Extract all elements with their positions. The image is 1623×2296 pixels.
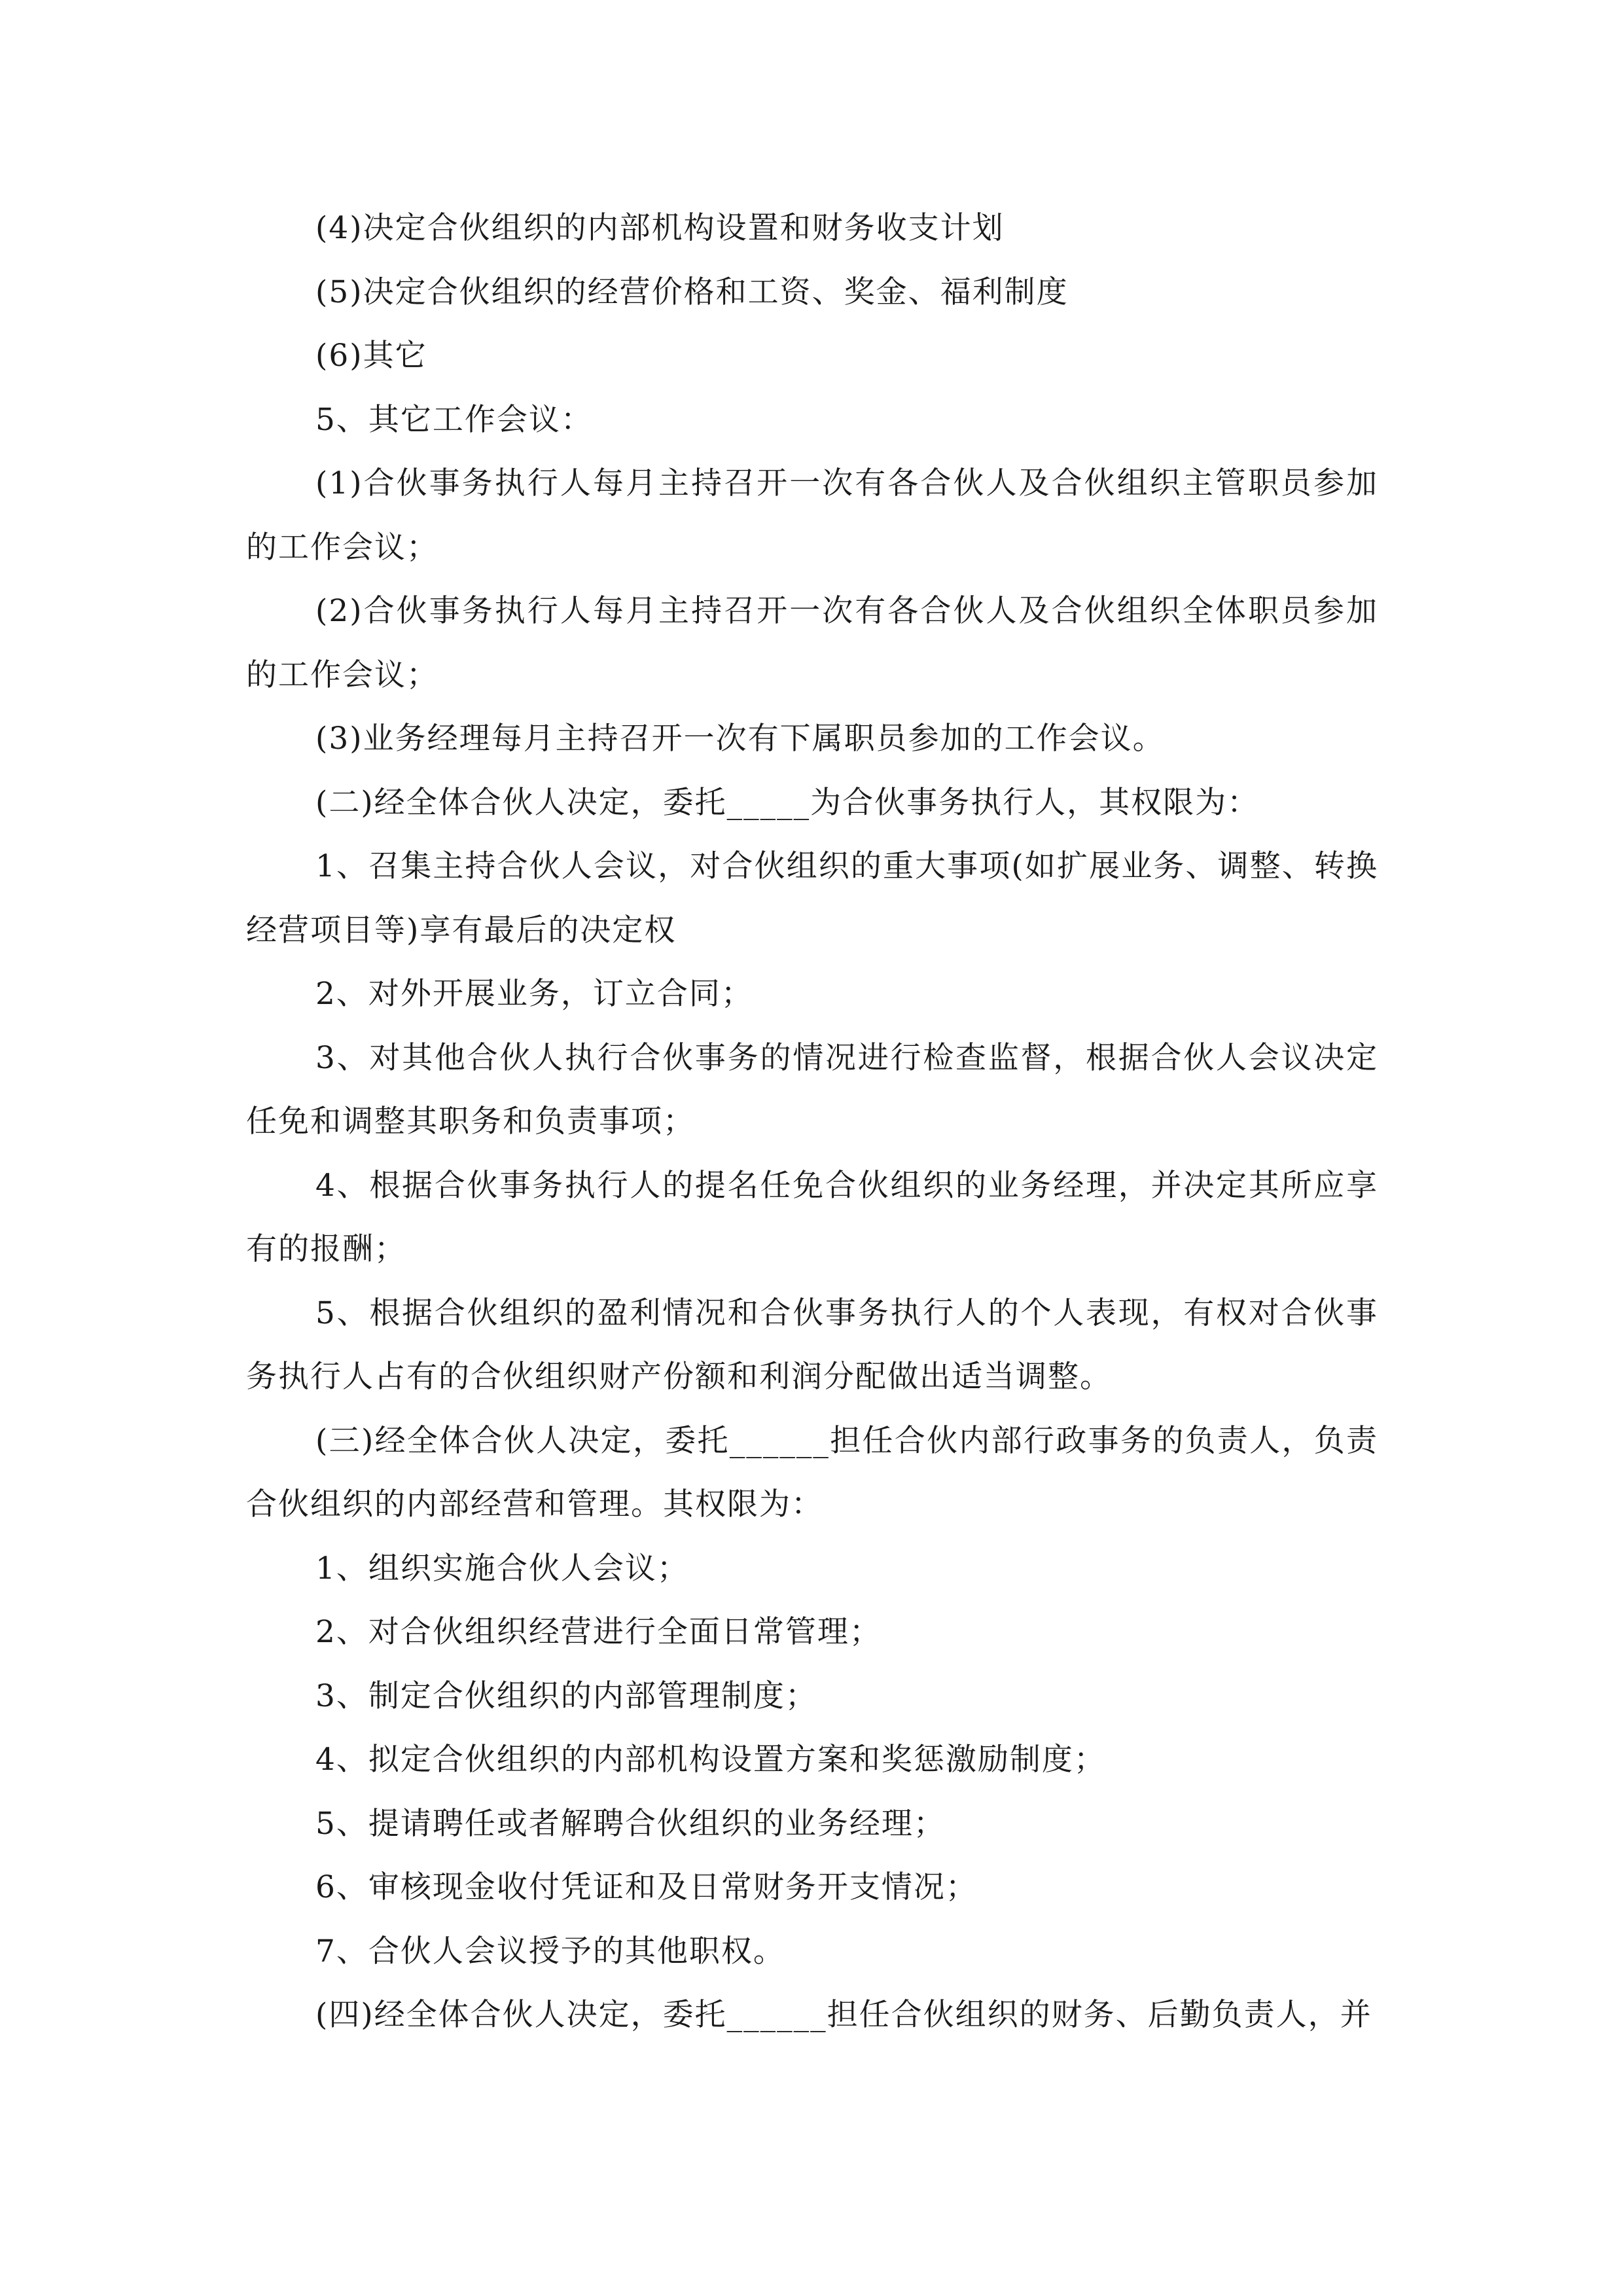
- paragraph-section-3-item-5: 5、提请聘任或者解聘合伙组织的业务经理；: [315, 1805, 946, 1842]
- paragraph-section-2-item-5: 5、根据合伙组织的盈利情况和合伙事务执行人的个人表现，有权对合伙事务执行人占有的合伙组织财产份额和利润分配做出适当调整。: [246, 1295, 1378, 1395]
- paragraph-section-3-item-3: 3、制定合伙组织的内部管理制度；: [315, 1677, 817, 1714]
- paragraph-section-3-item-2: 2、对合伙组织经营进行全面日常管理；: [315, 1614, 882, 1650]
- paragraph-item-6: (6)其它: [315, 338, 427, 374]
- paragraph-section-2-item-4: 4、根据合伙事务执行人的提名任免合伙组织的业务经理，并决定其所应享有的报酬；: [246, 1167, 1378, 1267]
- paragraph-meeting-1: (1)合伙事务执行人每月主持召开一次有各合伙人及合伙组织主管职员参加的工作会议；: [246, 465, 1378, 565]
- paragraph-section-2-heading: (二)经全体合伙人决定，委托_____为合伙事务执行人，其权限为：: [315, 784, 1260, 821]
- paragraph-other-meetings-heading: 5、其它工作会议：: [315, 401, 593, 438]
- paragraph-meeting-2: (2)合伙事务执行人每月主持召开一次有各合伙人及合伙组织全体职员参加的工作会议；: [246, 593, 1378, 693]
- paragraph-item-5: (5)决定合伙组织的经营价格和工资、奖金、福利制度: [315, 274, 1069, 310]
- paragraph-section-2-item-2: 2、对外开展业务，订立合同；: [315, 976, 753, 1012]
- paragraph-section-4-heading: (四)经全体合伙人决定，委托______担任合伙组织的财务、后勤负责人，并: [315, 1997, 1372, 2033]
- paragraph-section-3-heading: (三)经全体合伙人决定，委托______担任合伙内部行政事务的负责人，负责合伙组织的内部经营和管理。其权限为：: [246, 1422, 1378, 1522]
- document-body: [246, 196, 1378, 2047]
- paragraph-item-4: (4)决定合伙组织的内部机构设置和财务收支计划: [315, 210, 1005, 246]
- paragraph-section-3-item-6: 6、审核现金收付凭证和及日常财务开支情况；: [315, 1869, 978, 1905]
- paragraph-section-2-item-3: 3、对其他合伙人执行合伙事务的情况进行检查监督，根据合伙人会议决定任免和调整其职务和负责事项；: [246, 1039, 1378, 1139]
- paragraph-section-3-item-7: 7、合伙人会议授予的其他职权。: [315, 1933, 785, 1969]
- paragraph-meeting-3: (3)业务经理每月主持召开一次有下属职员参加的工作会议。: [315, 721, 1165, 757]
- paragraph-section-2-item-1: 1、召集主持合伙人会议，对合伙组织的重大事项(如扩展业务、调整、转换经营项目等)享有最后的决定权: [246, 848, 1378, 948]
- paragraph-section-3-item-4: 4、拟定合伙组织的内部机构设置方案和奖惩激励制度；: [315, 1742, 1106, 1778]
- paragraph-section-3-item-1: 1、组织实施合伙人会议；: [315, 1550, 689, 1587]
